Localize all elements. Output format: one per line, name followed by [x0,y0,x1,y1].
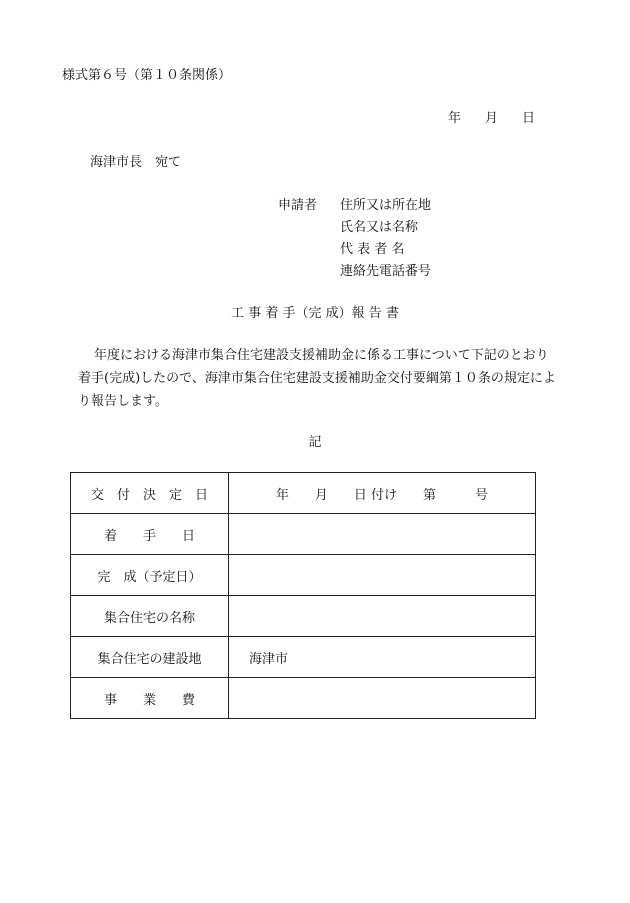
date-line [448,107,535,126]
applicant-label: 申請者 [278,198,318,213]
applicant-representative-field: 代 表 者 名 [340,242,405,257]
row-label-start-date: 着 手 日 [71,514,229,555]
table-row [71,678,536,719]
ki-heading: 記 [308,435,322,450]
date-day: 日 [522,111,536,126]
date-month: 月 [485,111,499,126]
table-row [71,596,536,637]
applicant-phone-field: 連絡先電話番号 [340,264,432,279]
row-label-project-cost: 事 業 費 [71,678,229,719]
body-paragraph-text: 年度における海津市集合住宅建設支援補助金に係る工事について下記のとおり着手(完成)したので、海津市集合住宅建設支援補助金交付要綱第１０条の規定により報告します。 [78,348,556,409]
row-value-housing-name[interactable] [229,596,536,637]
date-year: 年 [448,111,462,126]
applicant-name-field: 氏名又は名称 [340,220,419,235]
row-label-housing-name: 集合住宅の名称 [71,596,229,637]
table-row [71,514,536,555]
report-table [70,472,536,719]
row-value-completion-date[interactable] [229,555,536,596]
row-label-construction-site: 集合住宅の建設地 [71,637,229,678]
form-number: 様式第６号（第１０条関係） [62,68,232,83]
table-row [71,637,536,678]
table-row [71,555,536,596]
row-label-grant-decision-date: 交 付 決 定 日 [71,473,229,514]
row-value-project-cost[interactable] [229,678,536,719]
table-row [71,473,536,514]
body-paragraph [78,344,556,413]
row-value-grant-decision-date[interactable]: 年 月 日 付け 第 号 [229,473,536,514]
row-label-completion-date: 完 成（予定日） [71,555,229,596]
row-value-start-date[interactable] [229,514,536,555]
row-value-construction-site[interactable]: 海津市 [229,637,536,678]
document-title: 工 事 着 手（完 成）報 告 書 [231,306,399,321]
addressee: 海津市長 宛て [90,155,182,170]
applicant-address-field: 住所又は所在地 [340,198,432,213]
